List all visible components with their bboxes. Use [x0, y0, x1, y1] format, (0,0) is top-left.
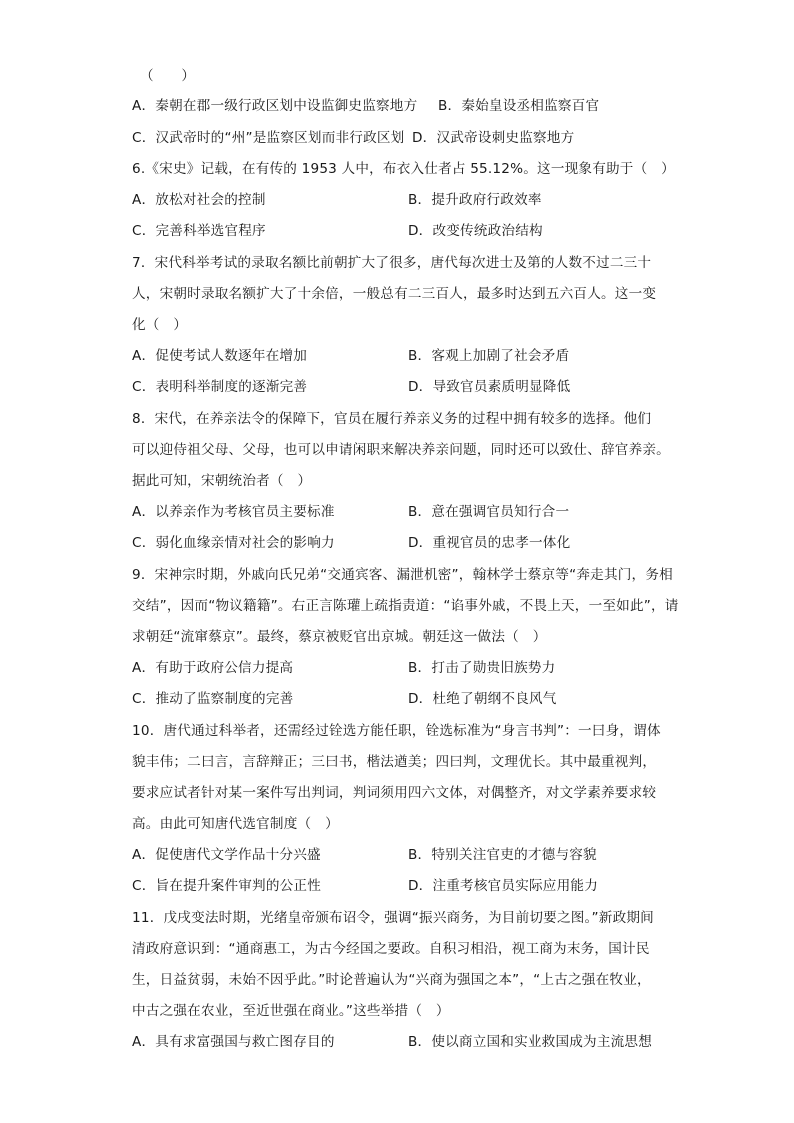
q11-stem-line: 中古之强在农业，至近世强在商业。”这些举措（ ） — [132, 1003, 450, 1019]
q8-stem-line: 8．宋代，在养亲法令的保障下，官员在履行养亲义务的过程中拥有较多的选择。他们 — [132, 411, 652, 427]
q6-stem-line: 6.《宋史》记载，在有传的 1953 人中，布衣入仕者占 55.12%。这一现象有助于（ ） — [132, 161, 675, 177]
q6-option-a[interactable]: A．放松对社会的控制 — [132, 192, 266, 208]
q10-stem-line: 高。由此可知唐代选官制度（ ） — [132, 816, 339, 832]
q8-option-c[interactable]: C．弱化血缘亲情对社会的影响力 — [132, 535, 335, 551]
q11-stem-line: 生，日益贫弱，未始不因乎此。”时论普遍认为“兴商为强国之本”，“上古之强在牧业， — [132, 972, 651, 988]
q11-stem-line: 清政府意识到：“通商惠工，为古今经国之要政。自积习相沿，视工商为末务，国计民 — [132, 941, 650, 957]
q9-option-d[interactable]: D．杜绝了朝纲不良风气 — [408, 691, 557, 707]
q8-option-d[interactable]: D．重视官员的忠孝一体化 — [408, 535, 571, 551]
q8-option-b[interactable]: B．意在强调官员知行合一 — [408, 504, 570, 520]
q9-option-c[interactable]: C．推动了监察制度的完善 — [132, 691, 294, 707]
q7-stem-line: 7．宋代科举考试的录取名额比前朝扩大了很多，唐代每次进士及第的人数不过二三十 — [132, 255, 652, 271]
q5-stem-tail: （ ） — [140, 68, 196, 84]
q9-option-b[interactable]: B．打击了勋贵旧族势力 — [408, 660, 556, 676]
q6-option-b[interactable]: B．提升政府行政效率 — [408, 192, 542, 208]
q11-option-b[interactable]: B．使以商立国和实业救国成为主流思想 — [408, 1034, 653, 1050]
q6-option-c[interactable]: C．完善科举选官程序 — [132, 223, 266, 239]
q10-stem-line: 要求应试者针对某一案件写出判词，判词须用四六文体，对偶整齐，对文学素养要求较 — [132, 785, 657, 801]
q8-stem-line: 据此可知，宋朝统治者（ ） — [132, 473, 312, 489]
q5-option-a[interactable]: A．秦朝在郡一级行政区划中设监御史监察地方 — [132, 98, 418, 114]
q10-option-d[interactable]: D．注重考核官员实际应用能力 — [408, 878, 598, 894]
q8-option-a[interactable]: A．以养亲作为考核官员主要标准 — [132, 504, 335, 520]
q7-stem-line: 人，宋朝时录取名额扩大了十余倍，一般总有二三百人，最多时达到五六百人。这一变 — [132, 286, 657, 302]
q7-stem-line: 化（ ） — [132, 317, 188, 333]
q9-stem-line: 交结”，因而“物议籍籍”。右正言陈瓘上疏指责道：“谄事外戚，不畏上天，一至如此”，请 — [132, 598, 679, 614]
q8-stem-line: 可以迎侍祖父母、父母，也可以申请闲职来解决养亲问题，同时还可以致仕、辞官养亲。 — [132, 442, 670, 458]
q10-stem-line: 10．唐代通过科举者，还需经过铨选方能任职，铨选标准为“身言书判”：一曰身，谓体 — [132, 723, 661, 739]
q7-option-a[interactable]: A．促使考试人数逐年在增加 — [132, 348, 308, 364]
q11-stem-line: 11．戊戌变法时期，光绪皇帝颁布诏令，强调“振兴商务，为目前切要之图。”新政期间 — [132, 910, 654, 926]
q6-option-d[interactable]: D．改变传统政治结构 — [408, 223, 543, 239]
q10-stem-line: 貌丰伟；二曰言，言辞辩正；三曰书，楷法遒美；四曰判，文理优长。其中最重视判， — [132, 754, 657, 770]
q7-option-b[interactable]: B．客观上加剧了社会矛盾 — [408, 348, 570, 364]
q9-option-a[interactable]: A．有助于政府公信力提高 — [132, 660, 294, 676]
q10-option-b[interactable]: B．特别关注官吏的才德与容貌 — [408, 847, 597, 863]
q10-option-c[interactable]: C．旨在提升案件审判的公正性 — [132, 878, 322, 894]
q5-option-b[interactable]: B．秦始皇设丞相监察百官 — [438, 98, 600, 114]
q9-stem-line: 求朝廷“流窜蔡京”。最终，蔡京被贬官出京城。朝廷这一做法（ ） — [132, 629, 547, 645]
q9-stem-line: 9．宋神宗时期，外戚向氏兄弟“交通宾客、漏泄机密”，翰林学士蔡京等“奔走其门，务相 — [132, 567, 673, 583]
q7-option-d[interactable]: D．导致官员素质明显降低 — [408, 379, 571, 395]
q5-option-d[interactable]: D．汉武帝设刺史监察地方 — [412, 130, 575, 146]
q11-option-a[interactable]: A．具有求富强国与救亡图存目的 — [132, 1034, 335, 1050]
q5-option-c[interactable]: C．汉武帝时的“州”是监察区划而非行政区划 — [132, 130, 405, 146]
q7-option-c[interactable]: C．表明科举制度的逐渐完善 — [132, 379, 308, 395]
q10-option-a[interactable]: A．促使唐代文学作品十分兴盛 — [132, 847, 321, 863]
